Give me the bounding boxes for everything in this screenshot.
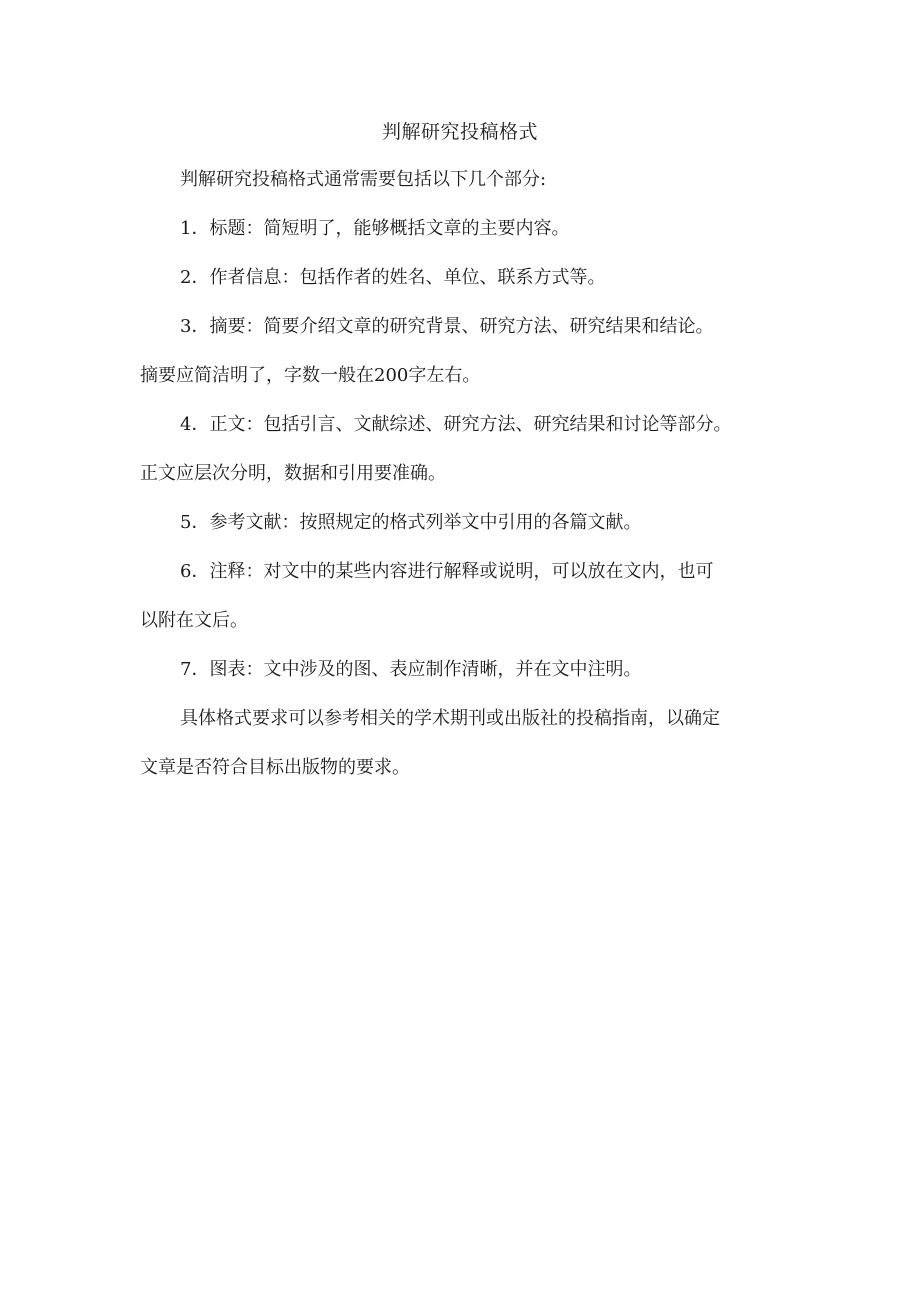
paragraph-line: 3．摘要：简要介绍文章的研究背景、研究方法、研究结果和结论。 [180, 316, 714, 337]
paragraph-line: 1．标题：简短明了，能够概括文章的主要内容。 [180, 218, 570, 239]
paragraph-line: 2．作者信息：包括作者的姓名、单位、联系方式等。 [180, 267, 606, 288]
paragraph-item-notes [140, 560, 800, 633]
paragraph-line: 4．正文：包括引言、文献综述、研究方法、研究结果和讨论等部分。 [180, 414, 732, 435]
paragraph-line: 文章是否符合目标出版物的要求。 [140, 757, 410, 778]
document-title: 判解研究投稿格式 [381, 121, 538, 143]
paragraph-item-body [140, 413, 800, 486]
paragraph-line: 5．参考文献：按照规定的格式列举文中引用的各篇文献。 [180, 512, 642, 533]
paragraph-line: 6．注释：对文中的某些内容进行解释或说明，可以放在文内，也可 [180, 561, 714, 582]
paragraph-item-references [140, 511, 800, 535]
paragraph-conclusion [140, 707, 800, 780]
paragraph-line: 以附在文后。 [140, 610, 248, 631]
paragraph-item-abstract [140, 315, 800, 388]
document-body [140, 168, 800, 805]
paragraph-item-figures [140, 658, 800, 682]
paragraph-line: 正文应层次分明，数据和引用要准确。 [140, 463, 446, 484]
paragraph-item-title [140, 217, 800, 241]
paragraph-line: 具体格式要求可以参考相关的学术期刊或出版社的投稿指南，以确定 [180, 708, 720, 729]
paragraph-line: 7．图表：文中涉及的图、表应制作清晰，并在文中注明。 [180, 659, 642, 680]
paragraph-line: 判解研究投稿格式通常需要包括以下几个部分: [180, 169, 547, 190]
paragraph-line: 摘要应简洁明了，字数一般在200字左右。 [140, 365, 481, 386]
paragraph-item-author [140, 266, 800, 290]
paragraph-intro [140, 168, 800, 192]
